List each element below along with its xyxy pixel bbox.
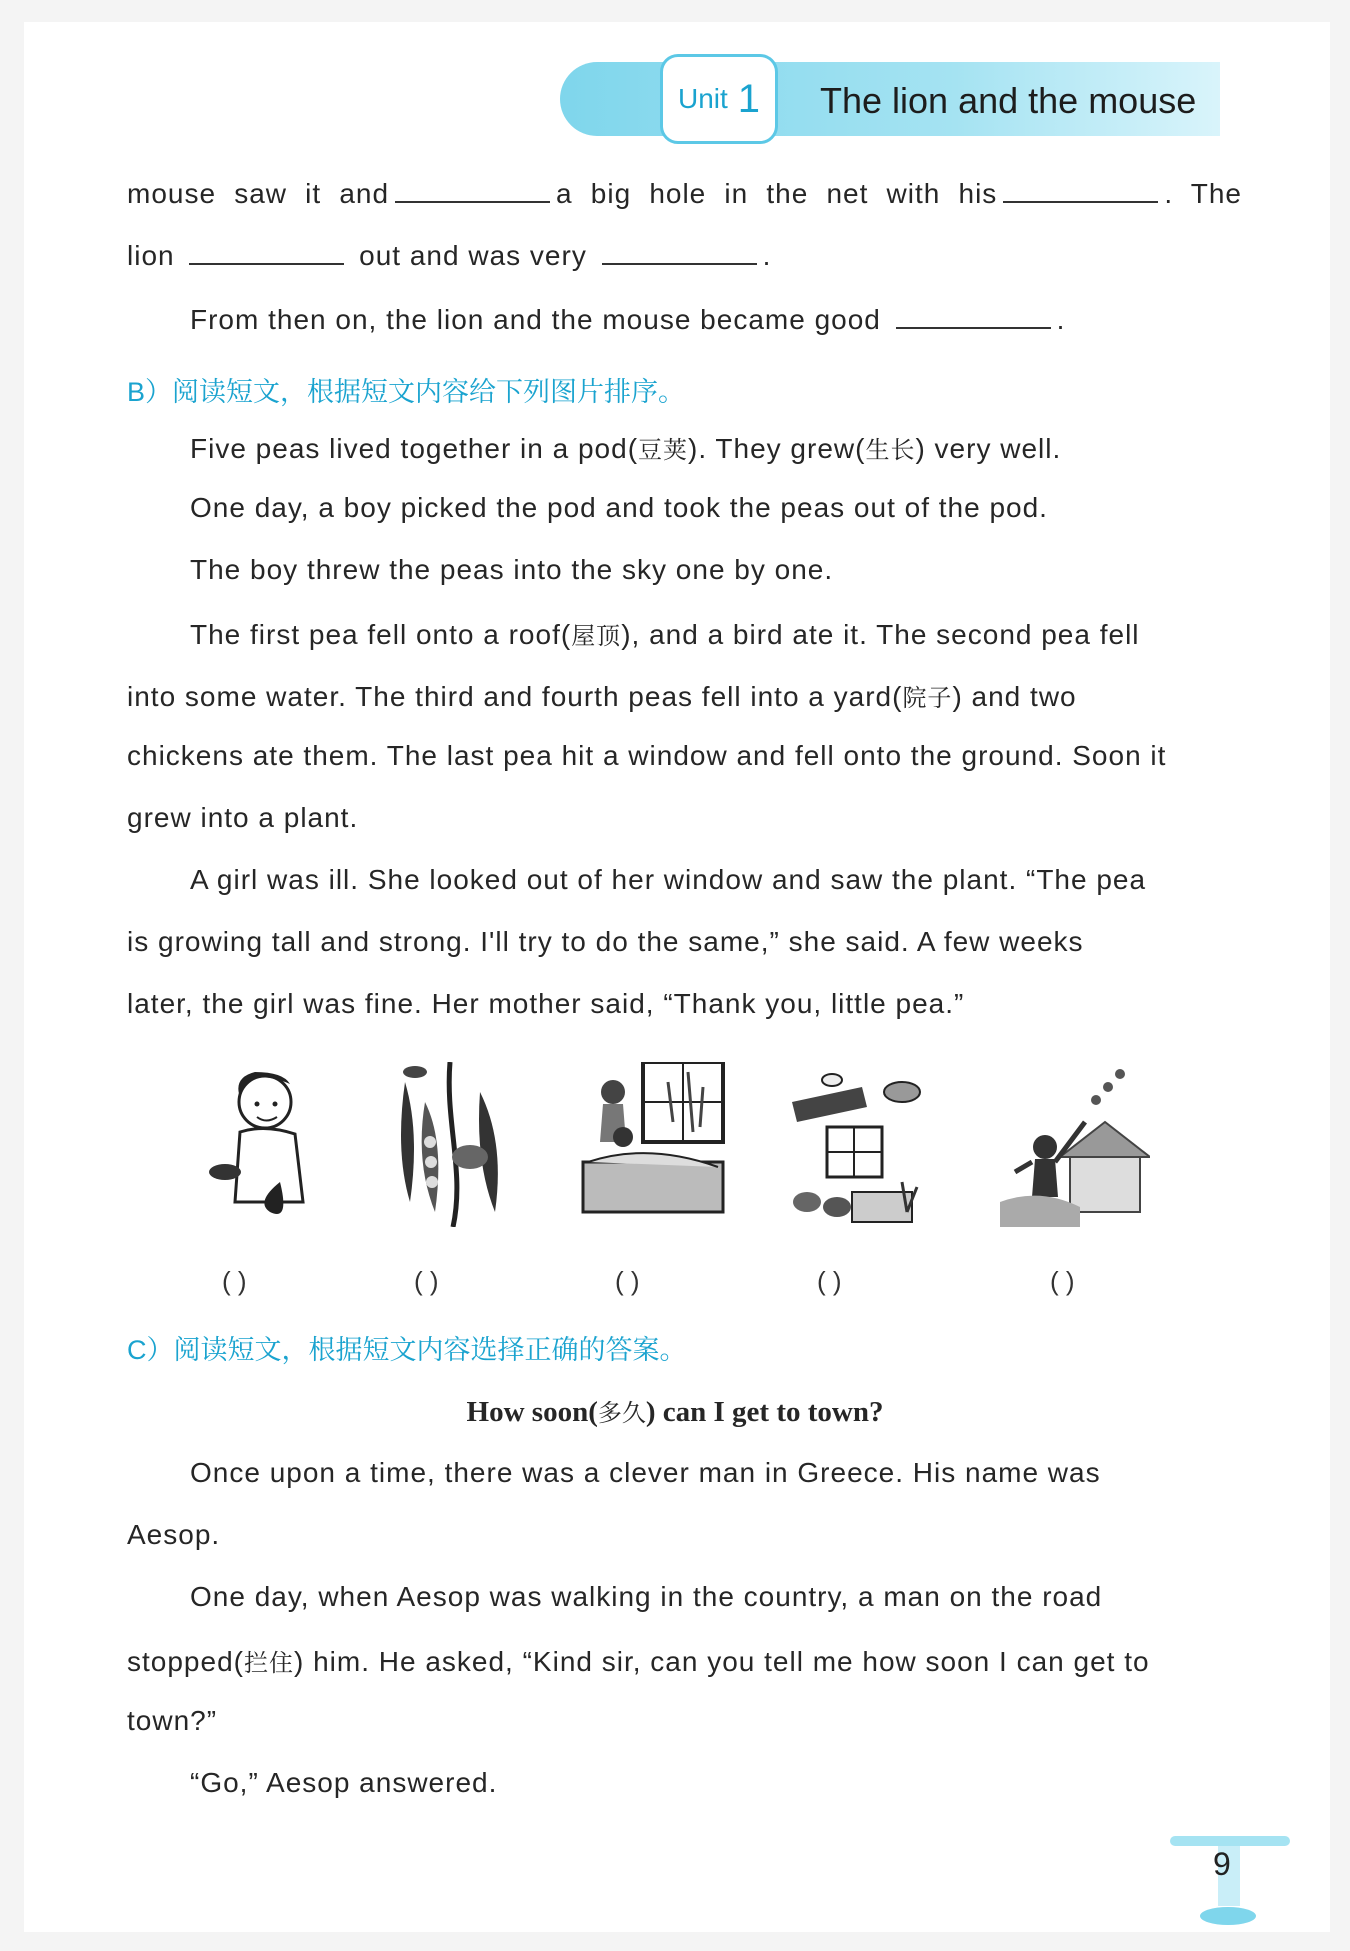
gloss: 生长	[865, 436, 916, 464]
text: ), and a bird ate it. The second pea fell	[621, 619, 1140, 650]
answer-blank[interactable]	[1003, 179, 1158, 203]
text-line	[127, 1643, 1150, 1678]
text-line	[190, 616, 1140, 651]
text-line	[127, 178, 1242, 210]
text-line: Aesop.	[127, 1519, 221, 1550]
unit-word: Unit	[677, 83, 728, 114]
answer-parenthesis[interactable]: ( )	[222, 1266, 247, 1296]
text-line: One day, a boy picked the pod and took the peas out of the pod.	[190, 492, 1048, 523]
text: ) can I get to town?	[645, 1396, 884, 1428]
text-line	[190, 304, 1065, 336]
text-line: “Go,” Aesop answered.	[190, 1767, 498, 1798]
text: ) him. He asked, “Kind sir, can you tell me how soon I can get to	[293, 1646, 1150, 1677]
text-line: grew into a plant.	[127, 802, 359, 833]
text-line	[127, 240, 771, 272]
gloss: 院子	[902, 684, 953, 712]
text: stopped(	[127, 1646, 244, 1677]
text: lion	[127, 240, 175, 271]
answer-blank[interactable]	[395, 179, 550, 203]
answer-parenthesis[interactable]: ( )	[1050, 1266, 1075, 1296]
gloss: 多久	[597, 1399, 646, 1427]
text-line: later, the girl was fine. Her mother said, “Thank you, little pea.”	[127, 988, 965, 1019]
boy-holding-pod-illustration	[195, 1062, 345, 1227]
text-line: chickens ate them. The last pea hit a window and fell onto the ground. Soon it	[127, 740, 1167, 771]
text: ). They grew(	[688, 433, 866, 464]
section-b-heading: B）阅读短文，根据短文内容给下列图片排序。	[127, 377, 686, 407]
text-line: The boy threw the peas into the sky one by one.	[190, 554, 834, 585]
pea-pods-on-vine-illustration	[375, 1062, 525, 1227]
text: ) very well.	[915, 433, 1062, 464]
gloss: 拦住	[243, 1649, 294, 1677]
text: How soon(	[466, 1396, 598, 1428]
text: From then on, the lion and the mouse became good	[190, 304, 881, 335]
text: .	[1056, 304, 1066, 335]
text: into some water. The third and fourth peas fell into a yard(	[127, 681, 903, 712]
roof-bird-water-chickens-illustration	[782, 1062, 932, 1227]
text: .	[762, 240, 772, 271]
answer-blank[interactable]	[189, 241, 344, 265]
section-c-heading: C）阅读短文，根据短文内容选择正确的答案。	[127, 1335, 687, 1365]
text: The first pea fell onto a roof(	[190, 619, 572, 650]
girl-in-bed-by-window-illustration	[578, 1062, 728, 1227]
page-number: 9	[1213, 1846, 1231, 1882]
text-line: town?”	[127, 1705, 218, 1736]
answer-parenthesis[interactable]: ( )	[615, 1266, 640, 1296]
text: Five peas lived together in a pod(	[190, 433, 639, 464]
text: out and was very	[359, 240, 587, 271]
text-line: is growing tall and strong. I'll try to do the same,” she said. A few weeks	[127, 926, 1084, 957]
unit-title: The lion and the mouse	[820, 80, 1197, 121]
unit-badge	[660, 54, 778, 144]
text-line: One day, when Aesop was walking in the country, a man on the road	[190, 1581, 1103, 1612]
answer-parenthesis[interactable]: ( )	[817, 1266, 842, 1296]
text: mouse saw it and	[127, 178, 390, 209]
unit-number: 1	[737, 76, 761, 121]
story-title	[0, 1393, 1350, 1429]
gloss: 豆荚	[638, 436, 689, 464]
answer-blank[interactable]	[896, 305, 1051, 329]
text-line	[190, 430, 1061, 465]
text-line	[127, 678, 1077, 713]
text: ) and two	[952, 681, 1077, 712]
text: a big hole in the net with his	[556, 178, 998, 209]
answer-parenthesis[interactable]: ( )	[414, 1266, 439, 1296]
text-line: A girl was ill. She looked out of her window and saw the plant. “The pea	[190, 864, 1147, 895]
answer-blank[interactable]	[602, 241, 757, 265]
text-line: Once upon a time, there was a clever man in Greece. His name was	[190, 1457, 1101, 1488]
gloss: 屋顶	[571, 622, 622, 650]
boy-throwing-peas-illustration	[1000, 1062, 1150, 1227]
text: . The	[1164, 178, 1242, 209]
